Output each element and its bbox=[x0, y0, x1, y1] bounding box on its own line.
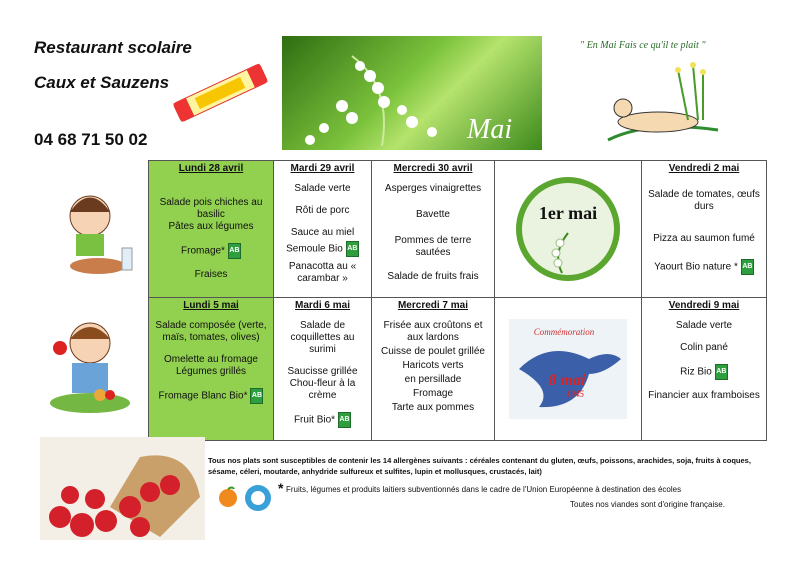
day-label: Mardi 6 mai bbox=[294, 300, 351, 311]
orange-logo-icon bbox=[216, 485, 240, 509]
dish: Pommes de terre sautées bbox=[394, 235, 472, 258]
dish: Salade pois chiches au basilic bbox=[159, 197, 263, 220]
boy-eating-illustration bbox=[40, 303, 140, 418]
may-day-badge bbox=[512, 173, 624, 285]
slogan: " En Mai Fais ce qu'il te plait " bbox=[580, 40, 706, 51]
dish: Pâtes aux légumes bbox=[168, 221, 254, 232]
dish: Frisée aux croûtons et aux lardons bbox=[383, 320, 483, 343]
dish: Financier aux framboises bbox=[648, 390, 760, 401]
dish: Chou-fleur à la crème bbox=[289, 378, 356, 401]
dish: Fraises bbox=[194, 269, 228, 280]
dish: Salade de fruits frais bbox=[387, 271, 479, 282]
week-1-row bbox=[149, 161, 767, 298]
month-label: Mai bbox=[467, 114, 513, 145]
phone-number: 04 68 71 50 02 bbox=[34, 130, 148, 149]
bio-label-icon: AB bbox=[715, 364, 728, 380]
dish: Riz Bio bbox=[680, 366, 712, 378]
dish: Fromage Blanc Bio* bbox=[158, 390, 248, 402]
dish: Fruit Bio* bbox=[293, 414, 336, 426]
girl-eating-illustration bbox=[40, 178, 140, 280]
menu-table bbox=[148, 160, 767, 441]
dish: Fromage* bbox=[181, 245, 225, 257]
dish: Colin pané bbox=[680, 342, 728, 353]
dish: Saucisse grillée bbox=[287, 366, 358, 377]
dish: Haricots verts bbox=[402, 360, 464, 371]
restaurant-location: Caux et Sauzens bbox=[34, 73, 170, 92]
dish: Sauce au miel bbox=[290, 227, 355, 238]
dish: Fromage bbox=[412, 388, 453, 399]
dish: Salade verte bbox=[675, 320, 733, 331]
dish: Salade de coquillettes au surimi bbox=[290, 320, 355, 355]
day-label: Lundi 28 avril bbox=[178, 163, 244, 174]
dish: Asperges vinaigrettes bbox=[384, 183, 482, 194]
day-label: Mercredi 7 mai bbox=[397, 300, 469, 311]
eu-school-scheme-logo-icon bbox=[243, 483, 273, 513]
eu-subsidy-note: Fruits, légumes et produits laitiers subventionnés dans le cadre de l'Union Européenne à destination des écoles bbox=[286, 485, 682, 494]
cell-1er-mai bbox=[495, 161, 642, 298]
cell-mardi-6-mai bbox=[274, 298, 372, 441]
allergens-notice: Tous nos plats sont susceptibles de contenir les 14 allergènes suivants : céréales contenant du gluten, œufs, poissons, arachides, soja, fruits à coques, sésame, céleri, moutarde, anhydride sulfureux et sulfites, lupin et mollusques, crustacés, lait) bbox=[208, 456, 751, 476]
commemoration-text: Commémoration bbox=[533, 327, 595, 337]
commemoration-date: 8 mai bbox=[548, 372, 586, 389]
day-label: Vendredi 2 mai bbox=[668, 163, 740, 174]
dish: Salade de tomates, œufs durs bbox=[648, 189, 760, 212]
bio-label-icon: AB bbox=[741, 259, 754, 275]
commemoration-badge bbox=[509, 319, 627, 419]
dish: Pizza au saumon fumé bbox=[653, 233, 755, 244]
dish: Cuisse de poulet grillée bbox=[381, 346, 485, 357]
candy-illustration bbox=[165, 55, 275, 130]
cell-mercredi-30-avril bbox=[372, 161, 495, 298]
dish: Semoule Bio bbox=[286, 243, 343, 255]
lily-of-the-valley-photo bbox=[282, 36, 542, 150]
day-label: Mercredi 30 avril bbox=[393, 163, 473, 174]
week-2-row bbox=[149, 298, 767, 441]
cell-mercredi-7-mai bbox=[372, 298, 495, 441]
dish: Salade verte bbox=[294, 183, 351, 194]
dish: Panacotta au « carambar » bbox=[288, 261, 357, 284]
bio-label-icon: AB bbox=[338, 412, 351, 428]
cell-vendredi-2-mai bbox=[642, 161, 767, 298]
cell-mardi-29-avril bbox=[274, 161, 372, 298]
bio-label-icon: AB bbox=[228, 243, 241, 259]
day-label: Vendredi 9 mai bbox=[668, 300, 740, 311]
relaxing-man-illustration bbox=[578, 60, 728, 150]
dish: Omelette au fromage bbox=[164, 354, 258, 365]
cell-vendredi-9-mai bbox=[642, 298, 767, 441]
dish: Tarte aux pommes bbox=[391, 402, 475, 413]
cell-lundi-28-avril bbox=[149, 161, 274, 298]
dish: Yaourt Bio nature * bbox=[654, 261, 738, 273]
footnote-asterisk: * bbox=[278, 480, 284, 496]
dish: en persillade bbox=[404, 374, 462, 385]
dish: Bavette bbox=[416, 209, 450, 220]
cell-8-mai bbox=[495, 298, 642, 441]
commemoration-year: 1945 bbox=[566, 389, 584, 399]
day-label: Mardi 29 avril bbox=[290, 163, 355, 174]
dish: Salade composée (verte, maïs, tomates, olives) bbox=[155, 320, 267, 343]
day-label: Lundi 5 mai bbox=[183, 300, 239, 311]
may-day-text: 1er mai bbox=[538, 203, 598, 223]
bio-label-icon: AB bbox=[346, 241, 359, 257]
meat-origin-note: Toutes nos viandes sont d'origine française. bbox=[570, 500, 725, 509]
bio-label-icon: AB bbox=[250, 388, 263, 404]
dish: Rôti de porc bbox=[295, 205, 350, 216]
strawberries-photo bbox=[40, 437, 205, 540]
restaurant-name: Restaurant scolaire bbox=[34, 38, 192, 57]
cell-lundi-5-mai bbox=[149, 298, 274, 441]
dish: Légumes grillés bbox=[175, 366, 247, 377]
